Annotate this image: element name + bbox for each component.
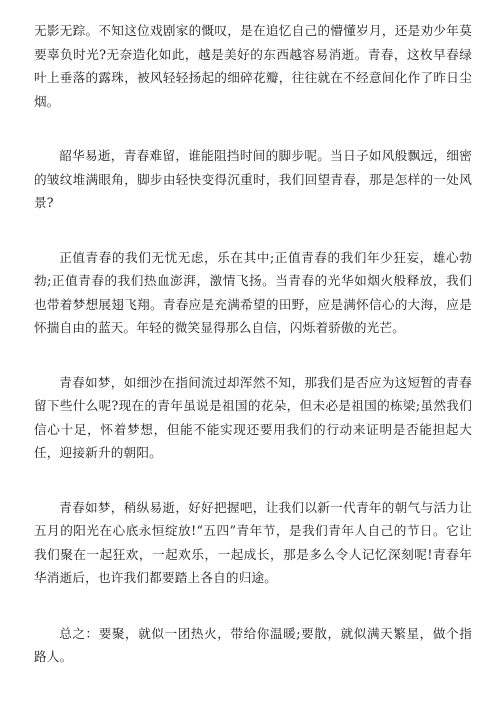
paragraph-3: 正值青春的我们无忧无虑，乐在其中;正值青春的我们年少狂妄，雄心勃勃;正值青春的我们热血澎湃，激情飞扬。当青春的光华如烟火般释放，我们也带着梦想展翅飞翔。青春应是充满希望的田野，应是满怀信心的大海，应是怀揣自由的蓝天。年轻的微笑显得那么自信，闪烁着骄傲的光芒。 [34, 249, 472, 335]
paragraph-4: 青春如梦，如细沙在指间流过却浑然不知，那我们是否应为这短暂的青春留下些什么呢?现在的青年虽说是祖国的花朵，但未必是祖国的栋梁;虽然我们信心十足，怀着梦想，但能不能实现还要用我们的行动来证明是否能担起大任，迎接新升的朝阳。 [34, 374, 472, 460]
paragraph-1: 无影无踪。不知这位戏剧家的慨叹，是在追忆自己的懵懂岁月，还是劝少年莫要辜负时光?无奈造化如此，越是美好的东西越容易消逝。青春，这枚早春绿叶上垂落的露珠，被风轻轻扬起的细碎花瓣，往往就在不经意间化作了昨日尘烟。 [34, 23, 472, 109]
paragraph-2: 韶华易逝，青春难留，谁能阻挡时间的脚步呢。当日子如风般飘远，细密的皱纹堆满眼角，脚步由轻快变得沉重时，我们回望青春，那是怎样的一处风景? [34, 148, 472, 210]
paragraph-6: 总之：要聚，就似一团热火，带给你温暖;要散，就似满天繁星，做个指路人。 [34, 625, 472, 664]
paragraph-5: 青春如梦，稍纵易逝，好好把握吧，让我们以新一代青年的朝气与活力让五月的阳光在心底永恒绽放!“五四”青年节，是我们青年人自己的节日。它让我们聚在一起狂欢，一起欢乐，一起成长，那是多么令人记忆深刻呢!青春年华消逝后，也许我们都要踏上各自的归途。 [34, 499, 472, 585]
